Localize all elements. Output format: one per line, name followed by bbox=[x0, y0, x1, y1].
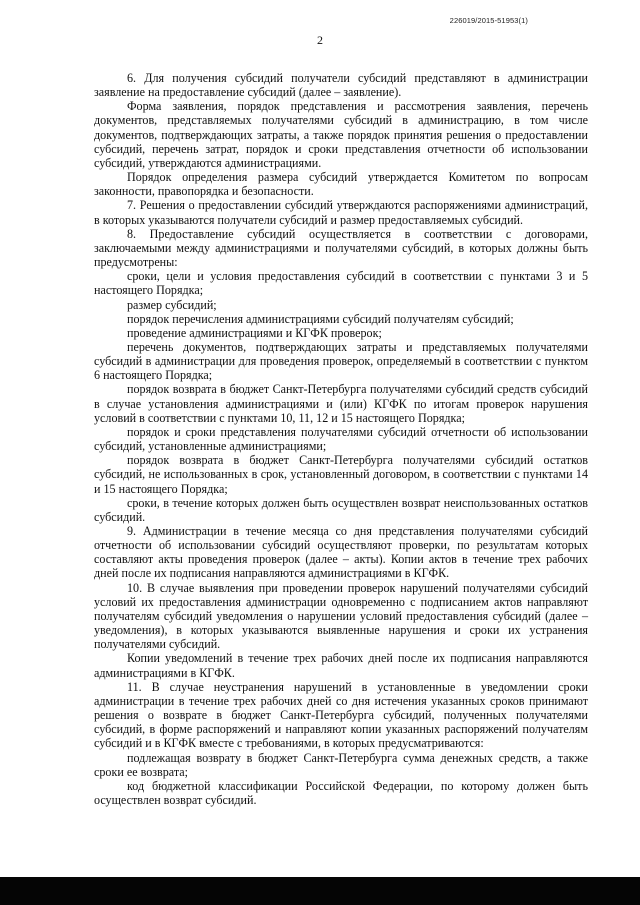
paragraph: Порядок определения размера субсидий утверждается Комитетом по вопросам законности, правопорядка и безопасности. bbox=[94, 170, 588, 199]
paragraph: перечень документов, подтверждающих затраты и представляемых получателями субсидий в администрации для проведения проверок, определяемый в соответствии с пунктом 6 настоящего Порядка; bbox=[94, 339, 588, 383]
paragraph: код бюджетной классификации Российской Федерации, по которому должен быть осуществлен возврат субсидий. bbox=[94, 778, 588, 807]
paragraph: 7. Решения о предоставлении субсидий утверждаются распоряжениями администраций, в которых указываются получатели субсидий и размер предоставляемых субсидий. bbox=[94, 198, 588, 227]
paragraph: порядок возврата в бюджет Санкт-Петербурга получателями субсидий средств субсидий в случае установления администрациями и (или) КГФК по итогам проверок нарушения условий в соответствии с пунктами 10, 11, 12 и 15 настоящего Порядка; bbox=[94, 382, 588, 425]
paragraph: Форма заявления, порядок представления и рассмотрения заявления, перечень документов, представляемых получателями субсидий в администрацию, в том числе документов, подтверждающих затраты, а также порядок принятия решения о предоставлении субсидий, перечень затрат, порядок и сроки представления отчетности об использовании субсидий, утверждаются администрациями. bbox=[94, 99, 588, 170]
paragraph: 10. В случае выявления при проведении проверок нарушений получателями субсидий условий их предоставления администрации одновременно с подписанием актов направляют получателям субсидий уведомления о нарушении условий предоставления субсидий (далее – уведомления), в которых указываются выявленные нарушения и сроки их устранения получателями субсидий. bbox=[94, 580, 588, 652]
paragraph: подлежащая возврату в бюджет Санкт-Петербурга сумма денежных средств, а также сроки ее возврата; bbox=[94, 750, 588, 779]
document-id: 226019/2015-51953(1) bbox=[449, 16, 528, 25]
scan-border-bar bbox=[0, 877, 640, 905]
document-body bbox=[94, 71, 588, 807]
paragraph: 11. В случае неустранения нарушений в установленные в уведомлении сроки администрации в течение трех рабочих дней со дня истечения указанных сроков принимают решения о возврате в бюджет Санкт-Петербурга субсидий, полученных получателями субсидий, в форме распоряжений и направляют копии указанных распоряжений получателям субсидий и в КГФК вместе с требованиями, в которых предусматриваются: bbox=[94, 679, 588, 751]
paragraph: размер субсидий; bbox=[127, 297, 217, 312]
paragraph: сроки, в течение которых должен быть осуществлен возврат неиспользованных остатков субсидий. bbox=[94, 495, 588, 524]
page-number: 2 bbox=[317, 33, 323, 47]
paragraph: проведение администрациями и КГФК проверок; bbox=[127, 325, 382, 340]
paragraph: 8. Предоставление субсидий осуществляется в соответствии с договорами, заключаемыми между администрациями и получателями субсидий, в которых должны быть предусмотрены: bbox=[94, 226, 588, 270]
paragraph: порядок и сроки представления получателями субсидий отчетности об использовании субсидий, установленные администрациями; bbox=[94, 424, 588, 454]
paragraph: Копии уведомлений в течение трех рабочих дней после их подписания направляются администрациями в КГФК. bbox=[94, 651, 588, 680]
paragraph: 9. Администрации в течение месяца со дня представления получателями субсидий отчетности об использовании субсидий осуществляют проверки, по результатам которых составляют акты проведения проверок (далее – акты). Копии актов в течение трех рабочих дней после их подписания направляются администрациями в КГФК. bbox=[94, 524, 588, 581]
paragraph: 6. Для получения субсидий получатели субсидий представляют в администрации заявление на предоставление субсидий (далее – заявление). bbox=[94, 71, 588, 100]
paragraph: порядок возврата в бюджет Санкт-Петербурга получателями субсидий остатков субсидий, не использованных в срок, установленный договором, в соответствии с пунктами 14 и 15 настоящего Порядка; bbox=[94, 453, 588, 496]
paragraph: сроки, цели и условия предоставления субсидий в соответствии с пунктами 3 и 5 настоящего Порядка; bbox=[94, 269, 588, 298]
paragraph: порядок перечисления администрациями субсидий получателям субсидий; bbox=[127, 311, 514, 326]
